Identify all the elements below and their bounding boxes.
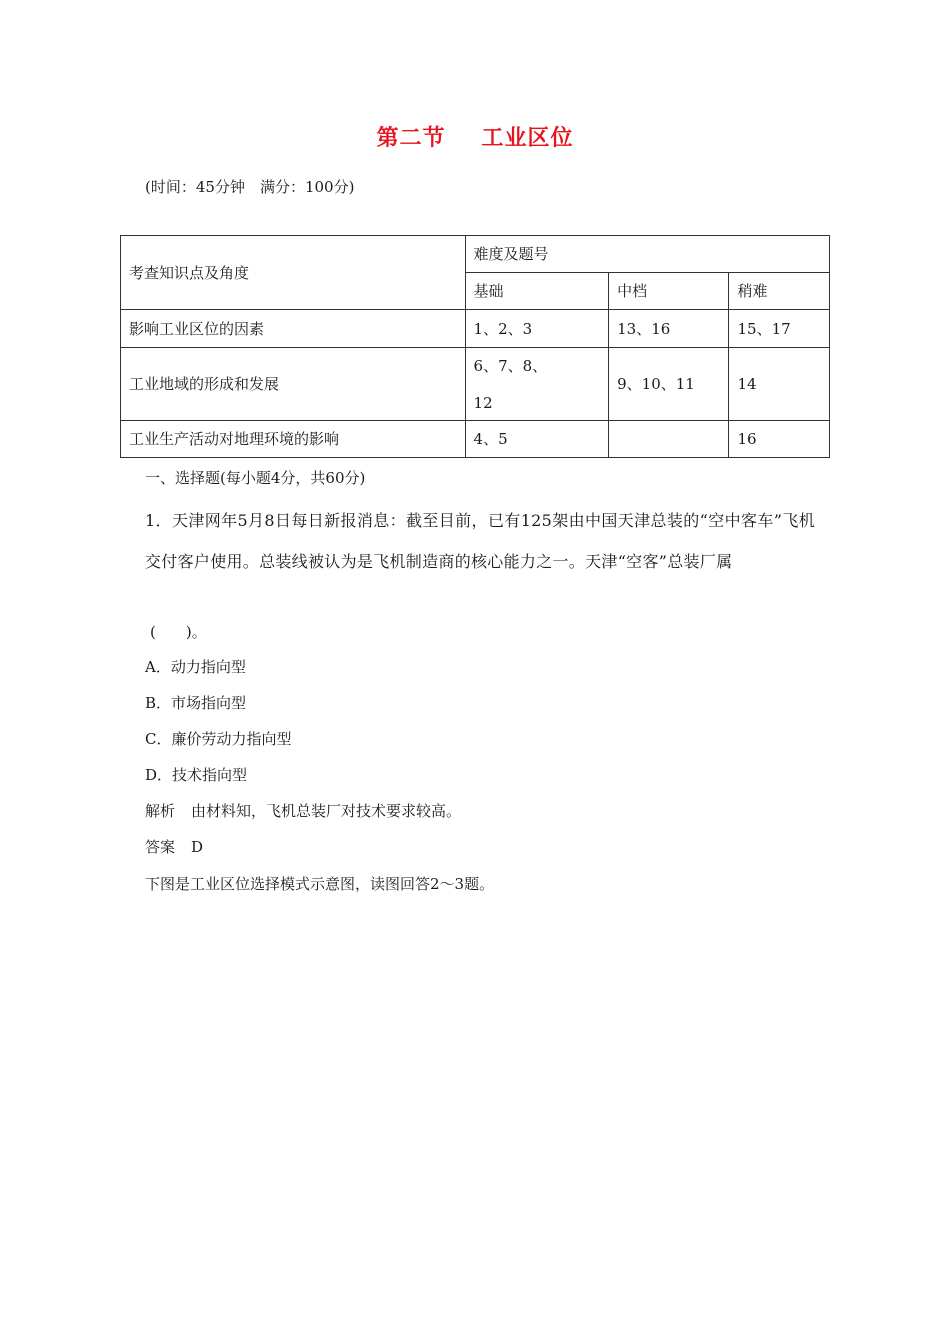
table-row <box>121 348 830 421</box>
answer-bracket: ( )。 <box>150 623 207 641</box>
question-1-stem: 1．天津网年5月8日每日新报消息：截至目前，已有125架由中国天津总装的“空中客车”飞机交付客户使用。总装线被认为是飞机制造商的核心能力之一。天津“空客”总装厂属 <box>145 511 815 571</box>
page-title <box>0 121 950 152</box>
table-cell-medium <box>609 421 729 458</box>
answer-label: 答案 <box>145 838 176 856</box>
table-cell-topic: 影响工业区位的因素 <box>121 310 466 348</box>
option-a: A．动力指向型 <box>145 658 246 676</box>
table-cell-basic <box>465 348 609 421</box>
time-score-info: (时间：45分钟 满分：100分) <box>145 178 355 196</box>
option-d: D．技术指向型 <box>145 766 248 784</box>
table-cell-basic: 4、5 <box>465 421 609 458</box>
analysis <box>145 800 815 821</box>
section-number: 第二节 <box>376 126 446 151</box>
section-heading-choice: 一、选择题(每小题4分，共60分) <box>145 469 366 487</box>
table-row <box>121 310 830 348</box>
analysis-text: 由材料知，飞机总装厂对技术要求较高。 <box>191 802 462 820</box>
option-b: B．市场指向型 <box>145 694 247 712</box>
option-c: C．廉价劳动力指向型 <box>145 730 292 748</box>
table-header-topic: 考查知识点及角度 <box>121 236 466 310</box>
table-cell-basic-line1: 6、7、8、 <box>473 356 548 375</box>
table-header-difficulty: 难度及题号 <box>465 236 829 273</box>
table-cell-hard: 14 <box>729 348 830 421</box>
table-cell-hard: 15、17 <box>729 310 830 348</box>
analysis-label: 解析 <box>145 802 176 820</box>
answer-text: D <box>191 838 204 856</box>
table-cell-basic-line2: 12 <box>473 393 493 412</box>
knowledge-difficulty-table <box>120 235 830 458</box>
table-cell-topic: 工业生产活动对地理环境的影响 <box>121 421 466 458</box>
table-row <box>121 421 830 458</box>
table-cell-medium: 9、10、11 <box>609 348 729 421</box>
next-questions-intro: 下图是工业区位选择模式示意图，读图回答2～3题。 <box>145 875 495 893</box>
table-cell-medium: 13、16 <box>609 310 729 348</box>
table-cell-basic: 1、2、3 <box>465 310 609 348</box>
table-header-medium: 中档 <box>609 273 729 310</box>
table-header-basic: 基础 <box>465 273 609 310</box>
section-topic: 工业区位 <box>481 126 574 151</box>
table-cell-topic: 工业地域的形成和发展 <box>121 348 466 421</box>
table-header-hard: 稍难 <box>729 273 830 310</box>
table-cell-hard: 16 <box>729 421 830 458</box>
answer <box>145 836 815 857</box>
